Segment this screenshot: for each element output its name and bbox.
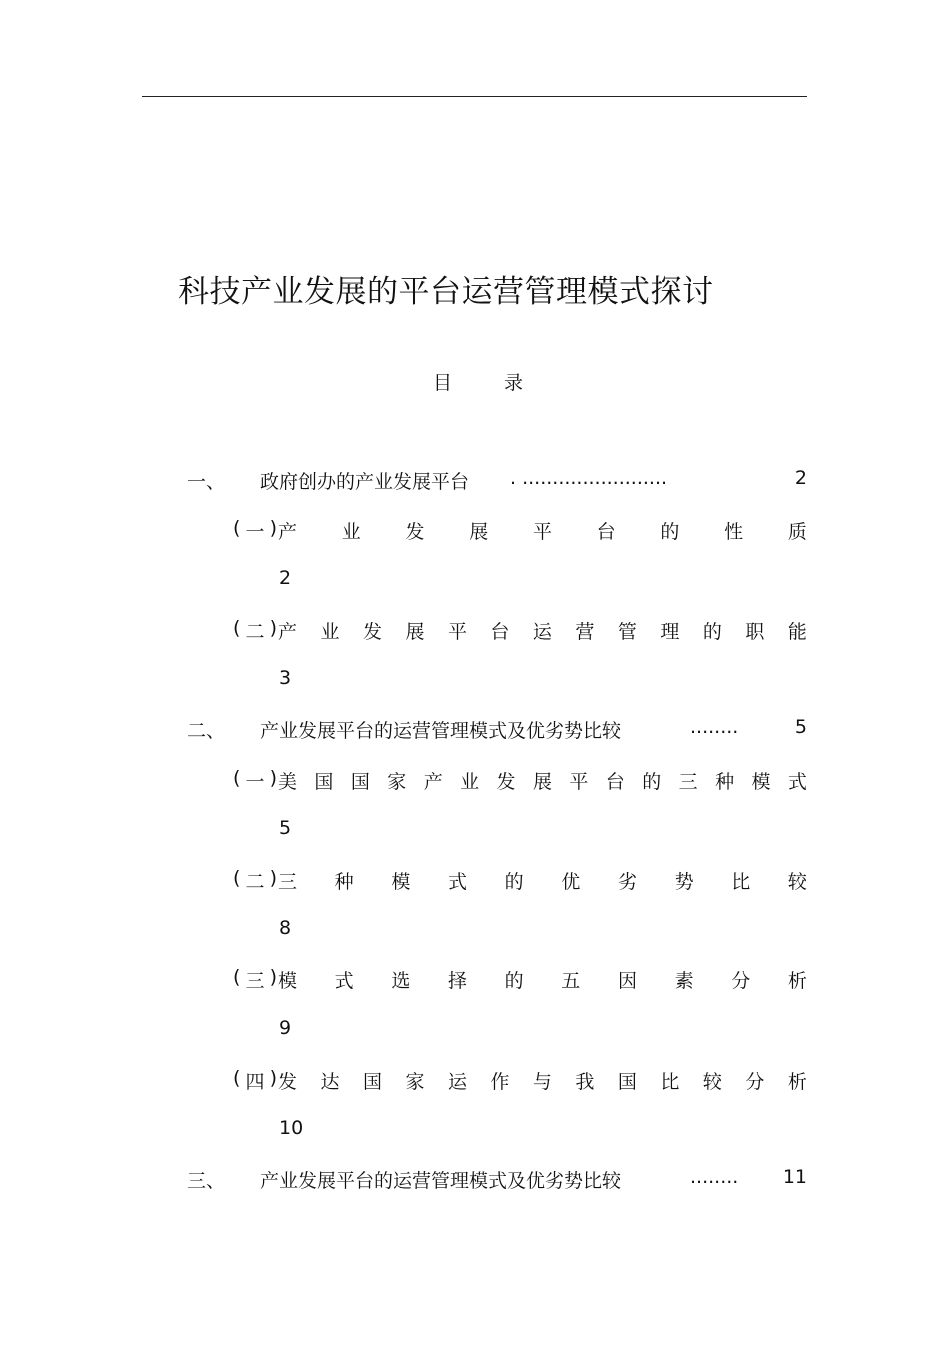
toc-entry-text <box>278 617 807 644</box>
char: 发 <box>405 521 425 543</box>
char: 模 <box>278 970 298 992</box>
char: 我 <box>575 1071 595 1093</box>
toc-entry-text <box>278 517 807 544</box>
char: 业 <box>460 771 480 793</box>
number-char: 四 <box>245 1071 265 1093</box>
char: 产 <box>423 771 443 793</box>
char: 与 <box>532 1071 552 1093</box>
char: 种 <box>334 871 354 893</box>
char: 的 <box>504 970 524 992</box>
char: 国 <box>617 1071 637 1093</box>
paren-open: ( <box>233 617 241 639</box>
paren-open: ( <box>233 1067 241 1089</box>
toc-entry-page: 5 <box>794 716 807 738</box>
char: 五 <box>561 970 581 992</box>
char: 运 <box>532 621 552 643</box>
char: 的 <box>702 621 722 643</box>
char: 展 <box>469 521 489 543</box>
toc-entry-2-1[interactable] <box>233 767 807 795</box>
toc-entry-1-2[interactable] <box>233 617 807 645</box>
toc-entry-2-3[interactable] <box>233 966 807 994</box>
char: 析 <box>787 970 807 992</box>
toc-heading-char: 录 <box>503 372 523 394</box>
char: 展 <box>405 621 425 643</box>
number-char: 二 <box>245 871 265 893</box>
char: 质 <box>787 521 807 543</box>
toc-entry-page: 3 <box>279 667 292 689</box>
toc-entry-number: 一、 <box>187 471 226 493</box>
number-char: 二 <box>245 621 265 643</box>
char: 平 <box>569 771 589 793</box>
char: 性 <box>724 521 744 543</box>
toc-entry-1[interactable] <box>187 467 807 495</box>
paren-close: ) <box>269 867 277 889</box>
toc-entry-number <box>233 767 277 794</box>
char: 家 <box>387 771 407 793</box>
char: 台 <box>605 771 625 793</box>
paren-open: ( <box>233 767 241 789</box>
char: 职 <box>745 621 765 643</box>
toc-entry-leader: ........ <box>690 1166 739 1188</box>
document-title: 科技产业发展的平台运营管理模式探讨 <box>178 274 714 310</box>
char: 运 <box>447 1071 467 1093</box>
toc-entry-number: 二、 <box>187 720 226 742</box>
char: 三 <box>678 771 698 793</box>
char: 式 <box>447 871 467 893</box>
char: 优 <box>561 871 581 893</box>
char: 展 <box>532 771 552 793</box>
toc-entry-number <box>233 1067 277 1094</box>
toc-entry-text <box>278 867 807 894</box>
char: 发 <box>362 621 382 643</box>
char: 家 <box>405 1071 425 1093</box>
toc-entry-page: 5 <box>279 817 292 839</box>
toc-entry-leader: . ........................ <box>510 467 668 489</box>
char: 产 <box>278 521 298 543</box>
toc-heading <box>433 368 523 395</box>
char: 的 <box>660 521 680 543</box>
char: 发 <box>278 1071 298 1093</box>
char: 业 <box>320 621 340 643</box>
char: 的 <box>642 771 662 793</box>
char: 势 <box>674 871 694 893</box>
char: 营 <box>575 621 595 643</box>
char: 作 <box>490 1071 510 1093</box>
char: 平 <box>447 621 467 643</box>
char: 分 <box>745 1071 765 1093</box>
char: 素 <box>674 970 694 992</box>
toc-entry-text: 产业发展平台的运营管理模式及优劣势比较 <box>260 1170 622 1192</box>
char: 劣 <box>617 871 637 893</box>
paren-open: ( <box>233 867 241 889</box>
char: 种 <box>715 771 735 793</box>
toc-entry-leader: ........ <box>690 716 739 738</box>
char: 国 <box>362 1071 382 1093</box>
toc-entry-2-4[interactable] <box>233 1067 807 1095</box>
number-char: 一 <box>245 771 265 793</box>
char: 台 <box>596 521 616 543</box>
char: 理 <box>660 621 680 643</box>
toc-entry-number <box>233 867 277 894</box>
paren-close: ) <box>269 767 277 789</box>
toc-entry-text <box>278 966 807 993</box>
char: 业 <box>341 521 361 543</box>
paren-open: ( <box>233 517 241 539</box>
char: 三 <box>278 871 298 893</box>
char: 达 <box>320 1071 340 1093</box>
char: 的 <box>504 871 524 893</box>
toc-entry-number <box>233 966 277 993</box>
char: 美 <box>278 771 298 793</box>
char: 分 <box>731 970 751 992</box>
char: 选 <box>391 970 411 992</box>
toc-entry-3[interactable] <box>187 1166 807 1194</box>
paren-open: ( <box>233 966 241 988</box>
toc-entry-text <box>278 767 807 794</box>
char: 模 <box>391 871 411 893</box>
toc-entry-text: 政府创办的产业发展平台 <box>260 471 470 493</box>
toc-entry-1-1[interactable] <box>233 517 807 545</box>
toc-entry-number <box>233 517 277 544</box>
char: 较 <box>787 871 807 893</box>
char: 较 <box>702 1071 722 1093</box>
char: 择 <box>447 970 467 992</box>
toc-entry-text: 产业发展平台的运营管理模式及优劣势比较 <box>260 720 622 742</box>
char: 式 <box>787 771 807 793</box>
toc-entry-number: 三、 <box>187 1170 226 1192</box>
header-rule <box>142 96 807 97</box>
number-char: 一 <box>245 521 265 543</box>
char: 产 <box>278 621 298 643</box>
char: 能 <box>787 621 807 643</box>
char: 发 <box>496 771 516 793</box>
toc-entry-page: 10 <box>279 1117 304 1139</box>
toc-heading-char: 目 <box>433 372 453 394</box>
char: 平 <box>532 521 552 543</box>
char: 管 <box>617 621 637 643</box>
char: 国 <box>314 771 334 793</box>
char: 台 <box>490 621 510 643</box>
toc-entry-page: 11 <box>782 1166 807 1188</box>
toc-entry-text <box>278 1067 807 1094</box>
paren-close: ) <box>269 617 277 639</box>
toc-entry-page: 9 <box>279 1017 292 1039</box>
toc-entry-2-2[interactable] <box>233 867 807 895</box>
char: 模 <box>751 771 771 793</box>
toc-entry-page: 2 <box>279 567 292 589</box>
char: 国 <box>350 771 370 793</box>
toc-entry-2[interactable] <box>187 716 807 744</box>
paren-close: ) <box>269 966 277 988</box>
toc-entry-page: 8 <box>279 917 292 939</box>
char: 比 <box>660 1071 680 1093</box>
char: 析 <box>787 1071 807 1093</box>
char: 式 <box>334 970 354 992</box>
toc-entry-number <box>233 617 277 644</box>
toc-entry-page: 2 <box>794 467 807 489</box>
char: 因 <box>617 970 637 992</box>
paren-close: ) <box>269 517 277 539</box>
number-char: 三 <box>245 970 265 992</box>
paren-close: ) <box>269 1067 277 1089</box>
char: 比 <box>731 871 751 893</box>
